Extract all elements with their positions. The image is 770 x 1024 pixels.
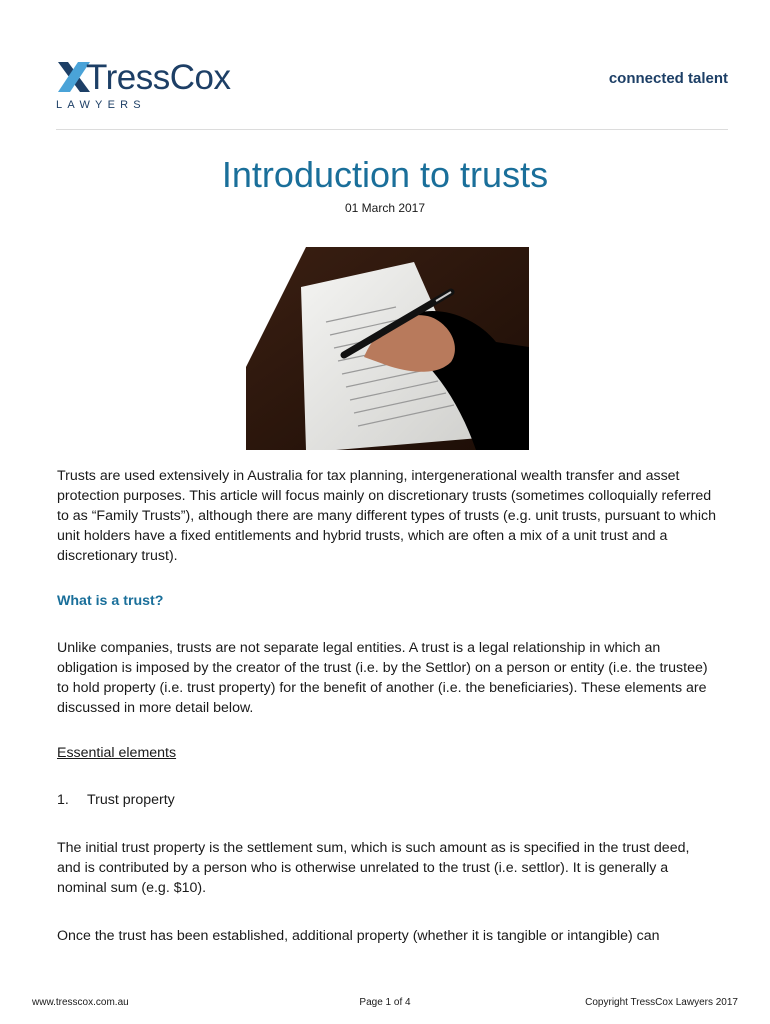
intro-paragraph: Trusts are used extensively in Australia for tax planning, intergenerational wealth transfer and asset protection purposes. This article will focus mainly on discretionary trusts (sometimes colloquially referred to as “Family Trusts”), although there are many different types of trusts (e.g. unit trusts, pursuant to which unit holders have a fixed entitlements and hybrid trusts, which are often a mix of a unit trust and a discretionary trust).	[57, 468, 716, 564]
footer-page-number: Page 1 of 4	[359, 997, 411, 1008]
logo-subtitle: LAWYERS	[56, 99, 146, 111]
publish-date: 01 March 2017	[344, 201, 426, 215]
section-heading: What is a trust?	[57, 593, 164, 609]
header-divider	[56, 129, 728, 130]
tresscox-logo	[56, 58, 256, 116]
trust-property-paragraph: The initial trust property is the settlement sum, which is such amount as is specified in the trust deed, and is contributed by a person who is otherwise unrelated to the trust (i.e. settlor). It is generally a nominal sum (e.g. $10).	[57, 840, 690, 896]
item-label: Trust property	[87, 792, 175, 808]
footer-website: www.tresscox.com.au	[32, 997, 129, 1008]
item-number: 1.	[57, 792, 69, 808]
sub-heading: Essential elements	[57, 745, 177, 761]
page-title: Introduction to trusts	[221, 154, 549, 195]
section-paragraph: Unlike companies, trusts are not separate legal entities. A trust is a legal relationship in which an obligation is imposed by the creator of the trust (i.e. by the Settlor) on a person or entity (i.e. the trustee) to hold property (i.e. trust property) for the benefit of another (i.e. the beneficiaries). These elements are discussed in more detail below.	[57, 640, 708, 716]
tagline: connected talent	[608, 70, 728, 87]
logo-name: TressCox	[86, 58, 231, 97]
additional-property-paragraph: Once the trust has been established, additional property (whether it is tangible or intangible) can	[57, 928, 660, 944]
numbered-item	[57, 790, 175, 810]
footer-copyright: Copyright TressCox Lawyers 2017	[585, 997, 738, 1008]
signing-document-photo	[246, 247, 529, 450]
